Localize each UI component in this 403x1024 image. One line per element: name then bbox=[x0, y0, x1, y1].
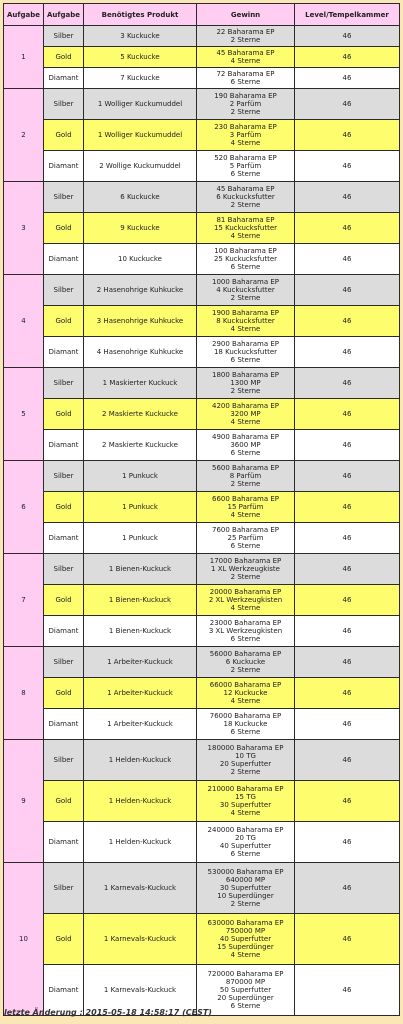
gewinn-line: 6 Sterne bbox=[230, 850, 261, 858]
gewinn-cell bbox=[197, 430, 295, 461]
table-row bbox=[4, 709, 400, 740]
tier-cell: Diamant bbox=[44, 151, 84, 182]
gewinn-line: 4 Sterne bbox=[230, 139, 261, 147]
gewinn-line: 4 Sterne bbox=[230, 809, 261, 817]
gewinn-line: 72 Baharama EP bbox=[216, 70, 275, 78]
gewinn-line: 18 Kuckucke bbox=[223, 720, 268, 728]
gewinn-line: 230 Baharama EP bbox=[214, 123, 277, 131]
table-row bbox=[4, 492, 400, 523]
level-cell: 46 bbox=[295, 822, 400, 863]
aufgabe-number: 3 bbox=[4, 182, 44, 275]
gewinn-line: 45 Baharama EP bbox=[216, 185, 275, 193]
gewinn-cell bbox=[197, 461, 295, 492]
gewinn-cell bbox=[197, 678, 295, 709]
produkt-cell: 1 Punkuck bbox=[84, 523, 197, 554]
gewinn-line: 66000 Baharama EP bbox=[209, 681, 282, 689]
table-row bbox=[4, 337, 400, 368]
produkt-cell: 5 Kuckucke bbox=[84, 47, 197, 68]
produkt-cell: 1 Karnevals-Kuckuck bbox=[84, 863, 197, 914]
aufgabe-number: 4 bbox=[4, 275, 44, 368]
gewinn-cell bbox=[197, 275, 295, 306]
table-row bbox=[4, 244, 400, 275]
produkt-cell: 3 Kuckucke bbox=[84, 26, 197, 47]
gewinn-line: 2 Sterne bbox=[230, 108, 261, 116]
level-cell: 46 bbox=[295, 709, 400, 740]
gewinn-line: 720000 Baharama EP bbox=[207, 970, 284, 978]
tier-cell: Diamant bbox=[44, 523, 84, 554]
level-cell: 46 bbox=[295, 863, 400, 914]
gewinn-line: 3600 MP bbox=[230, 441, 261, 449]
gewinn-line: 18 Kuckucksfutter bbox=[213, 348, 278, 356]
tier-cell: Gold bbox=[44, 492, 84, 523]
level-cell: 46 bbox=[295, 554, 400, 585]
last-modified: letzte Änderung : 2015-05-18 14:58:17 (CEST) bbox=[4, 1008, 212, 1017]
tier-cell: Silber bbox=[44, 740, 84, 781]
produkt-cell: 1 Bienen-Kuckuck bbox=[84, 616, 197, 647]
gewinn-line: 15 Parfüm bbox=[227, 503, 264, 511]
gewinn-cell bbox=[197, 26, 295, 47]
aufgabe-number: 2 bbox=[4, 89, 44, 182]
gewinn-line: 4 Sterne bbox=[230, 325, 261, 333]
gewinn-line: 2 Sterne bbox=[230, 294, 261, 302]
table-row bbox=[4, 781, 400, 822]
gewinn-cell bbox=[197, 337, 295, 368]
tier-cell: Diamant bbox=[44, 68, 84, 89]
aufgabe-number: 7 bbox=[4, 554, 44, 647]
table-row bbox=[4, 863, 400, 914]
gewinn-line: 520 Baharama EP bbox=[214, 154, 277, 162]
produkt-cell: 1 Arbeiter-Kuckuck bbox=[84, 709, 197, 740]
gewinn-line: 640000 MP bbox=[225, 876, 266, 884]
gewinn-line: 7600 Baharama EP bbox=[211, 526, 279, 534]
produkt-cell: 1 Arbeiter-Kuckuck bbox=[84, 647, 197, 678]
table-row bbox=[4, 740, 400, 781]
tier-cell: Diamant bbox=[44, 244, 84, 275]
gewinn-line: 25 Kuckucksfutter bbox=[213, 255, 278, 263]
produkt-cell: 1 Wolliger Kuckumuddel bbox=[84, 120, 197, 151]
gewinn-line: 4 Sterne bbox=[230, 511, 261, 519]
gewinn-line: 2 Parfüm bbox=[229, 100, 262, 108]
aufgabe-number: 5 bbox=[4, 368, 44, 461]
gewinn-line: 100 Baharama EP bbox=[214, 247, 277, 255]
gewinn-line: 190 Baharama EP bbox=[214, 92, 277, 100]
gewinn-line: 20000 Baharama EP bbox=[209, 588, 282, 596]
gewinn-line: 2 Sterne bbox=[230, 666, 261, 674]
gewinn-cell bbox=[197, 740, 295, 781]
produkt-cell: 1 Helden-Kuckuck bbox=[84, 781, 197, 822]
level-cell: 46 bbox=[295, 523, 400, 554]
level-cell: 46 bbox=[295, 68, 400, 89]
gewinn-cell bbox=[197, 368, 295, 399]
level-cell: 46 bbox=[295, 585, 400, 616]
table-row bbox=[4, 585, 400, 616]
gewinn-cell bbox=[197, 585, 295, 616]
tier-cell: Gold bbox=[44, 585, 84, 616]
gewinn-line: 20 TG bbox=[235, 834, 256, 842]
gewinn-line: 3200 MP bbox=[230, 410, 261, 418]
level-cell: 46 bbox=[295, 430, 400, 461]
level-cell: 46 bbox=[295, 781, 400, 822]
produkt-cell: 7 Kuckucke bbox=[84, 68, 197, 89]
gewinn-line: 45 Baharama EP bbox=[216, 49, 275, 57]
tier-cell: Gold bbox=[44, 781, 84, 822]
gewinn-cell bbox=[197, 523, 295, 554]
tier-cell: Gold bbox=[44, 914, 84, 965]
aufgabe-number: 10 bbox=[4, 863, 44, 1016]
produkt-cell: 2 Maskierte Kuckucke bbox=[84, 430, 197, 461]
tier-cell: Silber bbox=[44, 863, 84, 914]
gewinn-line: 4 Sterne bbox=[230, 697, 261, 705]
tier-cell: Diamant bbox=[44, 965, 84, 1016]
level-cell: 46 bbox=[295, 461, 400, 492]
gewinn-line: 630000 Baharama EP bbox=[207, 919, 284, 927]
gewinn-line: 1800 Baharama EP bbox=[211, 371, 279, 379]
tier-cell: Diamant bbox=[44, 337, 84, 368]
level-cell: 46 bbox=[295, 275, 400, 306]
tier-cell: Diamant bbox=[44, 616, 84, 647]
produkt-cell: 2 Hasenohrige Kuhkucke bbox=[84, 275, 197, 306]
table-row bbox=[4, 430, 400, 461]
produkt-cell: 1 Wolliger Kuckumuddel bbox=[84, 89, 197, 120]
gewinn-line: 10 TG bbox=[235, 752, 256, 760]
gewinn-line: 2 Sterne bbox=[230, 768, 261, 776]
gewinn-line: 2 XL Werkzeugkisten bbox=[208, 596, 283, 604]
level-cell: 46 bbox=[295, 47, 400, 68]
table-row bbox=[4, 822, 400, 863]
produkt-cell: 4 Hasenohrige Kuhkucke bbox=[84, 337, 197, 368]
tier-cell: Silber bbox=[44, 461, 84, 492]
table-row bbox=[4, 68, 400, 89]
produkt-cell: 1 Helden-Kuckuck bbox=[84, 822, 197, 863]
gewinn-line: 6 Sterne bbox=[230, 635, 261, 643]
gewinn-cell bbox=[197, 647, 295, 678]
table-row bbox=[4, 213, 400, 244]
table-row bbox=[4, 47, 400, 68]
gewinn-line: 5 Parfüm bbox=[229, 162, 262, 170]
tier-cell: Gold bbox=[44, 678, 84, 709]
produkt-cell: 1 Bienen-Kuckuck bbox=[84, 554, 197, 585]
quest-table-body bbox=[4, 26, 400, 1016]
tier-cell: Silber bbox=[44, 26, 84, 47]
gewinn-line: 2 Sterne bbox=[230, 36, 261, 44]
tier-cell: Silber bbox=[44, 182, 84, 213]
gewinn-line: 6 Sterne bbox=[230, 356, 261, 364]
gewinn-line: 30 Superfutter bbox=[219, 884, 272, 892]
gewinn-line: 4 Sterne bbox=[230, 57, 261, 65]
header-produkt: Benötigtes Produkt bbox=[84, 4, 197, 26]
gewinn-line: 22 Baharama EP bbox=[216, 28, 275, 36]
gewinn-line: 3 Parfüm bbox=[229, 131, 262, 139]
header-level: Level/Tempelkammer bbox=[295, 4, 400, 26]
gewinn-cell bbox=[197, 914, 295, 965]
gewinn-cell bbox=[197, 213, 295, 244]
gewinn-line: 180000 Baharama EP bbox=[207, 744, 284, 752]
gewinn-cell bbox=[197, 709, 295, 740]
gewinn-line: 6 Kuckucke bbox=[225, 658, 266, 666]
gewinn-line: 50 Superfutter bbox=[219, 986, 272, 994]
level-cell: 46 bbox=[295, 740, 400, 781]
gewinn-line: 15 TG bbox=[235, 793, 256, 801]
gewinn-line: 530000 Baharama EP bbox=[207, 868, 284, 876]
tier-cell: Silber bbox=[44, 554, 84, 585]
level-cell: 46 bbox=[295, 244, 400, 275]
gewinn-line: 1900 Baharama EP bbox=[211, 309, 279, 317]
gewinn-line: 8 Parfüm bbox=[229, 472, 262, 480]
gewinn-line: 2 Sterne bbox=[230, 900, 261, 908]
level-cell: 46 bbox=[295, 89, 400, 120]
gewinn-line: 6 Sterne bbox=[230, 542, 261, 550]
level-cell: 46 bbox=[295, 914, 400, 965]
gewinn-line: 20 Superfutter bbox=[219, 760, 272, 768]
tier-cell: Gold bbox=[44, 399, 84, 430]
table-row bbox=[4, 554, 400, 585]
produkt-cell: 1 Punkuck bbox=[84, 492, 197, 523]
table-row bbox=[4, 461, 400, 492]
produkt-cell: 3 Hasenohrige Kuhkucke bbox=[84, 306, 197, 337]
gewinn-line: 3 XL Werkzeugkisten bbox=[208, 627, 283, 635]
produkt-cell: 1 Karnevals-Kuckuck bbox=[84, 965, 197, 1016]
tier-cell: Silber bbox=[44, 275, 84, 306]
level-cell: 46 bbox=[295, 337, 400, 368]
level-cell: 46 bbox=[295, 306, 400, 337]
aufgabe-number: 9 bbox=[4, 740, 44, 863]
level-cell: 46 bbox=[295, 368, 400, 399]
gewinn-line: 4200 Baharama EP bbox=[211, 402, 279, 410]
level-cell: 46 bbox=[295, 120, 400, 151]
gewinn-cell bbox=[197, 781, 295, 822]
aufgabe-number: 6 bbox=[4, 461, 44, 554]
table-row bbox=[4, 89, 400, 120]
tier-cell: Silber bbox=[44, 647, 84, 678]
gewinn-line: 2 Sterne bbox=[230, 201, 261, 209]
table-row bbox=[4, 678, 400, 709]
gewinn-line: 240000 Baharama EP bbox=[207, 826, 284, 834]
gewinn-line: 56000 Baharama EP bbox=[209, 650, 282, 658]
produkt-cell: 2 Maskierte Kuckucke bbox=[84, 399, 197, 430]
gewinn-line: 1000 Baharama EP bbox=[211, 278, 279, 286]
gewinn-cell bbox=[197, 244, 295, 275]
gewinn-cell bbox=[197, 89, 295, 120]
tier-cell: Gold bbox=[44, 47, 84, 68]
aufgabe-number: 8 bbox=[4, 647, 44, 740]
quest-table bbox=[3, 3, 400, 1016]
level-cell: 46 bbox=[295, 965, 400, 1016]
gewinn-line: 2 Sterne bbox=[230, 573, 261, 581]
produkt-cell: 1 Bienen-Kuckuck bbox=[84, 585, 197, 616]
tier-cell: Diamant bbox=[44, 822, 84, 863]
gewinn-line: 6 Sterne bbox=[230, 170, 261, 178]
gewinn-line: 210000 Baharama EP bbox=[207, 785, 284, 793]
gewinn-line: 2 Sterne bbox=[230, 480, 261, 488]
gewinn-cell bbox=[197, 306, 295, 337]
gewinn-cell bbox=[197, 47, 295, 68]
tier-cell: Diamant bbox=[44, 709, 84, 740]
table-row bbox=[4, 523, 400, 554]
gewinn-line: 4 Sterne bbox=[230, 418, 261, 426]
produkt-cell: 10 Kuckucke bbox=[84, 244, 197, 275]
aufgabe-number: 1 bbox=[4, 26, 44, 89]
gewinn-line: 2 Sterne bbox=[230, 387, 261, 395]
gewinn-line: 1 XL Werkzeugkiste bbox=[211, 565, 280, 573]
gewinn-line: 6 Sterne bbox=[230, 263, 261, 271]
level-cell: 46 bbox=[295, 492, 400, 523]
gewinn-line: 4 Sterne bbox=[230, 232, 261, 240]
gewinn-line: 10 Superdünger bbox=[217, 892, 274, 900]
level-cell: 46 bbox=[295, 399, 400, 430]
produkt-cell: 1 Karnevals-Kuckuck bbox=[84, 914, 197, 965]
gewinn-cell bbox=[197, 399, 295, 430]
level-cell: 46 bbox=[295, 26, 400, 47]
gewinn-cell bbox=[197, 68, 295, 89]
gewinn-line: 20 Superdünger bbox=[217, 994, 274, 1002]
gewinn-line: 750000 MP bbox=[225, 927, 266, 935]
gewinn-line: 25 Parfüm bbox=[227, 534, 264, 542]
table-row bbox=[4, 151, 400, 182]
header-aufgabe-num: Aufgabe bbox=[4, 4, 44, 26]
table-row bbox=[4, 182, 400, 213]
gewinn-line: 1300 MP bbox=[230, 379, 261, 387]
tier-cell: Gold bbox=[44, 306, 84, 337]
table-row bbox=[4, 914, 400, 965]
gewinn-line: 4 Sterne bbox=[230, 951, 261, 959]
gewinn-line: 870000 MP bbox=[225, 978, 266, 986]
gewinn-line: 40 Superfutter bbox=[219, 935, 272, 943]
gewinn-cell bbox=[197, 554, 295, 585]
level-cell: 46 bbox=[295, 678, 400, 709]
tier-cell: Diamant bbox=[44, 430, 84, 461]
gewinn-cell bbox=[197, 616, 295, 647]
produkt-cell: 1 Punkuck bbox=[84, 461, 197, 492]
table-row bbox=[4, 368, 400, 399]
gewinn-cell bbox=[197, 863, 295, 914]
level-cell: 46 bbox=[295, 151, 400, 182]
level-cell: 46 bbox=[295, 213, 400, 244]
table-row bbox=[4, 120, 400, 151]
tier-cell: Gold bbox=[44, 213, 84, 244]
gewinn-line: 4 Sterne bbox=[230, 604, 261, 612]
gewinn-line: 4900 Baharama EP bbox=[211, 433, 279, 441]
level-cell: 46 bbox=[295, 182, 400, 213]
produkt-cell: 6 Kuckucke bbox=[84, 182, 197, 213]
gewinn-line: 40 Superfutter bbox=[219, 842, 272, 850]
table-row bbox=[4, 616, 400, 647]
table-row bbox=[4, 647, 400, 678]
gewinn-line: 8 Kuckucksfutter bbox=[216, 317, 275, 325]
tier-cell: Silber bbox=[44, 368, 84, 399]
produkt-cell: 1 Arbeiter-Kuckuck bbox=[84, 678, 197, 709]
table-row bbox=[4, 275, 400, 306]
gewinn-line: 23000 Baharama EP bbox=[209, 619, 282, 627]
header-aufgabe-tier: Aufgabe bbox=[44, 4, 84, 26]
tier-cell: Gold bbox=[44, 120, 84, 151]
gewinn-cell bbox=[197, 822, 295, 863]
gewinn-line: 6 Kuckucksfutter bbox=[216, 193, 275, 201]
gewinn-line: 81 Baharama EP bbox=[216, 216, 275, 224]
gewinn-line: 5600 Baharama EP bbox=[211, 464, 279, 472]
produkt-cell: 1 Helden-Kuckuck bbox=[84, 740, 197, 781]
gewinn-cell bbox=[197, 182, 295, 213]
level-cell: 46 bbox=[295, 616, 400, 647]
gewinn-line: 6 Sterne bbox=[230, 728, 261, 736]
gewinn-line: 17000 Baharama EP bbox=[209, 557, 282, 565]
produkt-cell: 1 Maskierter Kuckuck bbox=[84, 368, 197, 399]
level-cell: 46 bbox=[295, 647, 400, 678]
tier-cell: Silber bbox=[44, 89, 84, 120]
table-row bbox=[4, 26, 400, 47]
gewinn-line: 6 Sterne bbox=[230, 78, 261, 86]
produkt-cell: 9 Kuckucke bbox=[84, 213, 197, 244]
gewinn-line: 15 Superdünger bbox=[217, 943, 274, 951]
gewinn-cell bbox=[197, 492, 295, 523]
gewinn-line: 6 Sterne bbox=[230, 449, 261, 457]
gewinn-line: 6 Sterne bbox=[230, 1002, 261, 1010]
gewinn-line: 30 Superfutter bbox=[219, 801, 272, 809]
gewinn-line: 4 Kuckucksfutter bbox=[216, 286, 275, 294]
header-row bbox=[4, 4, 400, 26]
gewinn-cell bbox=[197, 120, 295, 151]
gewinn-line: 6600 Baharama EP bbox=[211, 495, 279, 503]
header-gewinn: Gewinn bbox=[197, 4, 295, 26]
gewinn-line: 76000 Baharama EP bbox=[209, 712, 282, 720]
table-row bbox=[4, 399, 400, 430]
gewinn-line: 2900 Baharama EP bbox=[211, 340, 279, 348]
gewinn-line: 12 Kuckucke bbox=[223, 689, 268, 697]
gewinn-line: 15 Kuckucksfutter bbox=[213, 224, 278, 232]
table-row bbox=[4, 306, 400, 337]
gewinn-cell bbox=[197, 151, 295, 182]
produkt-cell: 2 Wollige Kuckumuddel bbox=[84, 151, 197, 182]
